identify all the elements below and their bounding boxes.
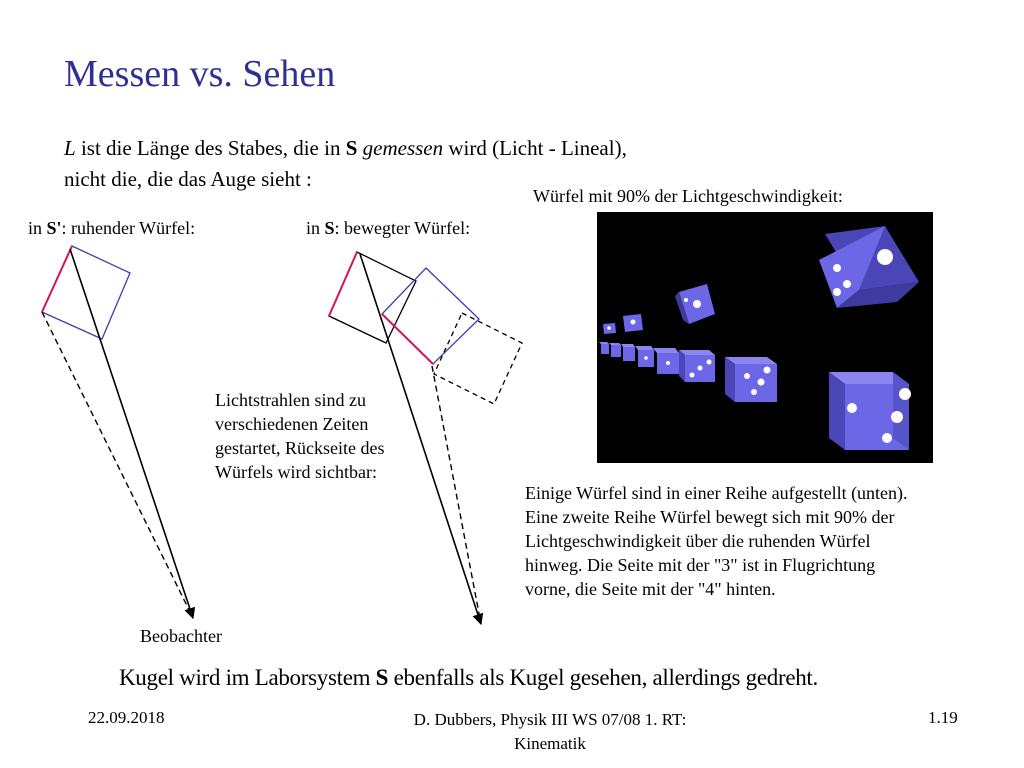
rest-cube-label: in S': ruhender Würfel: [28,218,196,238]
future-cube-outline [434,313,522,404]
die-flying-3 [603,323,616,334]
frame-s: S [345,136,358,160]
die-large-bottom [829,372,911,450]
intro-line-1: L ist die Länge des Stabes, die in S gemessen wird (Licht - Lineal), [64,136,627,160]
resting-cube [42,246,193,618]
die-medium [725,357,777,402]
dice-caption: Würfel mit 90% der Lichtgeschwindigkeit: [533,186,843,206]
seen-cube-outline [382,268,479,364]
solid-light-ray-left [70,249,193,618]
footer-date: 22.09.2018 [88,708,165,727]
footer-page-number: 1.19 [928,708,958,727]
dice-description: Einige Würfel sind in einer Reihe aufgestellt (unten). Eine zweite Reihe Würfel bewegt sich mit 90% der Lichtgeschwindigkeit über die ruhenden Würfel hinweg. Die Seite mit der "3" ist in Flugrichtung vorne, die Seite mit der "4" hinten. [525,483,908,599]
measured-word: gemessen [362,136,444,160]
summary-sentence: Kugel wird im Laborsystem S ebenfalls als Kugel gesehen, allerdings gedreht. [119,665,818,690]
moving-cube-label: in S: bewegter Würfel: [306,218,471,238]
die-flying-2 [623,314,643,332]
intro-line-2: nicht die, die das Auge sieht : [64,167,312,191]
resting-rod [42,246,72,312]
seen-cube-red-edge [382,314,433,364]
length-variable: L [64,136,76,160]
observer-label: Beobachter [140,626,222,646]
light-ray-note: Lichtstrahlen sind zu verschiedenen Zeiten gestartet, Rückseite des Würfels wird sichtbar: [215,390,385,482]
die-flying-1 [675,284,715,324]
die-large-tilted [819,226,919,308]
moving-rod [329,252,357,316]
slide-title: Messen vs. Sehen [64,53,336,95]
dice-resting-row [599,342,715,382]
footer-center: D. Dubbers, Physik III WS 07/08 1. RT: Kinematik [413,710,687,753]
dashed-light-ray-left [42,312,193,618]
resting-cube-outline [42,246,130,339]
back-cube-outline [329,252,416,343]
dice-image [597,212,933,463]
dice-illustration [597,212,933,463]
